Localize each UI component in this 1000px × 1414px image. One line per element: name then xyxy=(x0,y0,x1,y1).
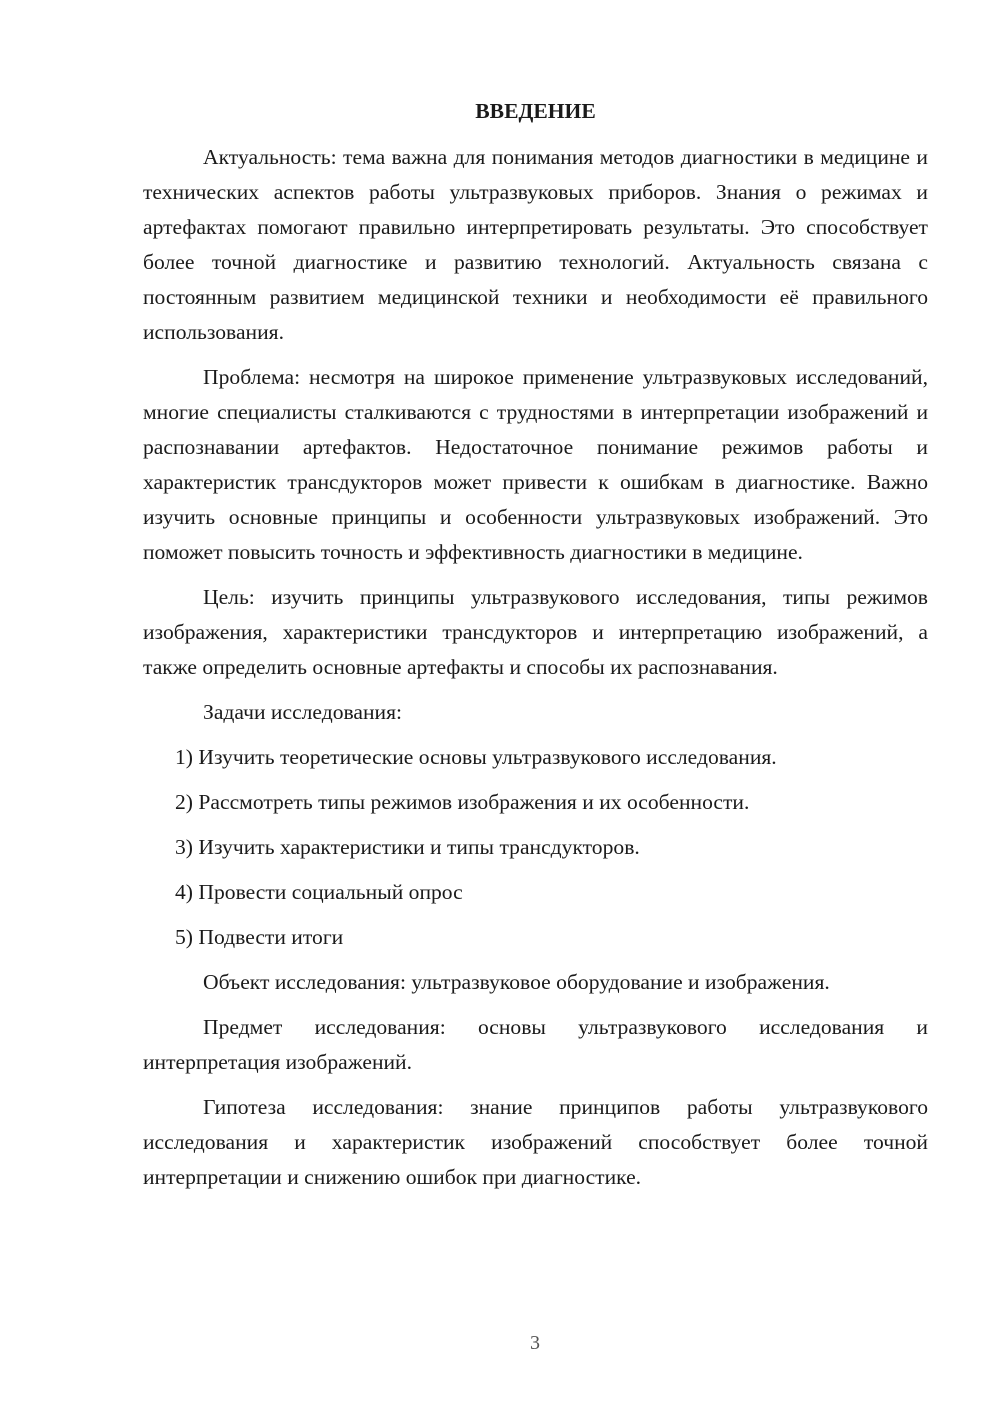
list-item: 1) Изучить теоретические основы ультразвукового исследования. xyxy=(175,745,777,769)
object-paragraph: Объект исследования: ультразвуковое оборудование и изображения. xyxy=(203,970,830,994)
hypothesis-paragraph: Гипотеза исследования: знание принципов работы ультразвукового исследования и характеристик изображений способствует более точной интерпретации и снижению ошибок при диагностике. xyxy=(143,1095,928,1189)
tasks-list xyxy=(143,740,928,955)
list-item: 5) Подвести итоги xyxy=(175,925,344,949)
list-item: 3) Изучить характеристики и типы трансдукторов. xyxy=(175,835,640,859)
document-page xyxy=(143,96,928,1205)
problem-paragraph: Проблема: несмотря на широкое применение ультразвуковых исследований, многие специалисты сталкиваются с трудностями в интерпретации изображений и распознавании артефактов. Недостаточное понимание режимов работы и характеристик трансдукторов может привести к ошибкам в диагностике. Важно изучить основные принципы и особенности ультразвуковых изображений. Это поможет повысить точность и эффективность диагностики в медицине. xyxy=(143,365,928,564)
relevance-paragraph: Актуальность: тема важна для понимания методов диагностики в медицине и технических аспектов работы ультразвуковых приборов. Знания о режимах и артефактах помогают правильно интерпретировать результаты. Это способствует более точной диагностике и развитию технологий. Актуальность связана с постоянным развитием медицинской техники и необходимости её правильного использования. xyxy=(143,145,928,344)
document-title: ВВЕДЕНИЕ xyxy=(475,99,596,123)
list-item: 2) Рассмотреть типы режимов изображения и их особенности. xyxy=(175,790,750,814)
tasks-heading: Задачи исследования: xyxy=(203,700,403,724)
goal-paragraph: Цель: изучить принципы ультразвукового исследования, типы режимов изображения, характеристики трансдукторов и интерпретацию изображений, а также определить основные артефакты и способы их распознавания. xyxy=(143,585,928,679)
list-item: 4) Провести социальный опрос xyxy=(175,880,463,904)
subject-paragraph: Предмет исследования: основы ультразвукового исследования и интерпретация изображений. xyxy=(143,1015,928,1074)
page-number: 3 xyxy=(530,1332,540,1354)
